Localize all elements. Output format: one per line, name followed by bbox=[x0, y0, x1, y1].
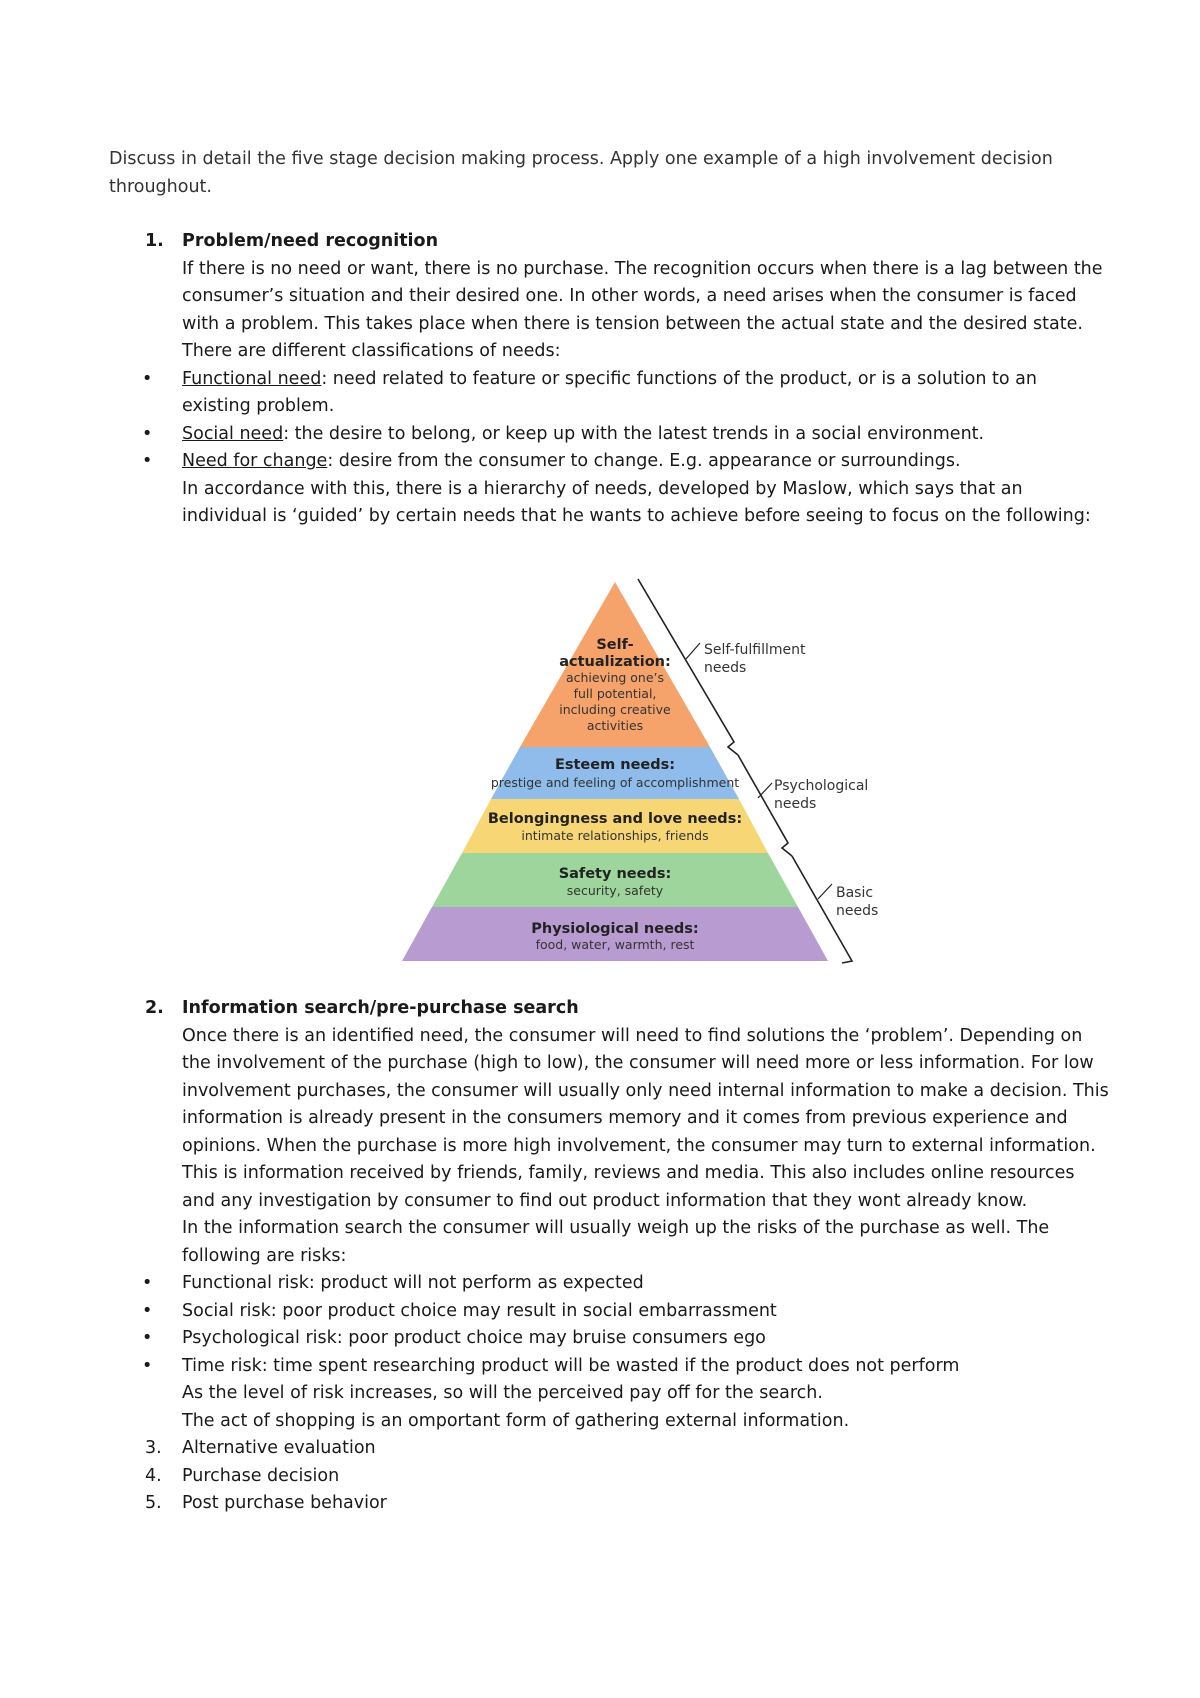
bullet-icon: • bbox=[142, 368, 153, 389]
tier-description: prestige and feeling of accomplishment bbox=[490, 775, 740, 790]
pyramid-tier-esteem bbox=[491, 747, 739, 799]
tier-title: actualization: bbox=[559, 654, 671, 670]
risk-text: Time risk: time spent researching product will be wasted if the product does not perform bbox=[182, 1355, 960, 1376]
section-number: 4. bbox=[145, 1465, 162, 1486]
tick-line bbox=[758, 783, 772, 798]
section-problem-recognition bbox=[109, 228, 1109, 531]
tier-description: food, water, warmth, rest bbox=[535, 937, 695, 952]
need-description: : desire from the consumer to change. E.g. appearance or surroundings. bbox=[327, 451, 961, 471]
group-label: needs bbox=[704, 660, 747, 676]
remaining-stage bbox=[109, 1490, 1109, 1518]
group-label: Psychological bbox=[774, 778, 869, 794]
risk-text: Psychological risk: poor product choice may bruise consumers ego bbox=[182, 1328, 766, 1348]
list-item bbox=[109, 1298, 1109, 1326]
bullet-icon: • bbox=[142, 1273, 153, 1293]
list-item bbox=[109, 448, 1109, 476]
tier-description: activities bbox=[586, 718, 644, 733]
maslow-pyramid-svg bbox=[370, 577, 930, 973]
section-title: Information search/pre-purchase search bbox=[182, 998, 579, 1018]
tier-title: Self- bbox=[596, 637, 634, 653]
list-item bbox=[109, 366, 1109, 421]
bullet-icon: • bbox=[142, 423, 153, 444]
list-item bbox=[109, 1270, 1109, 1298]
section-information-search bbox=[109, 995, 1109, 1518]
section-number: 5. bbox=[145, 1493, 162, 1513]
need-description: : the desire to belong, or keep up with the latest trends in a social environment. bbox=[283, 423, 985, 444]
tier-description: including creative bbox=[559, 702, 671, 717]
bullet-icon: • bbox=[142, 1328, 153, 1348]
bullet-icon: • bbox=[142, 1355, 153, 1376]
stage-label: Alternative evaluation bbox=[182, 1438, 376, 1458]
section-paragraph: If there is no need or want, there is no purchase. The recognition occurs when there is a lag between the consumer’s situation and their desired one. In other words, a need arises when the consumer is faced with a problem. This takes place when there is tension between the actual state and the desired state. bbox=[182, 258, 1103, 334]
maslow-pyramid-figure bbox=[370, 577, 930, 973]
assignment-prompt: Discuss in detail the five stage decision making process. Apply one example of a high involvement decision throughout. bbox=[109, 149, 1053, 197]
section-2-heading-row bbox=[109, 995, 1109, 1023]
list-item bbox=[109, 421, 1109, 449]
tick-line bbox=[686, 643, 700, 659]
tier-description: achieving one’s bbox=[565, 670, 665, 685]
risks-list bbox=[109, 1270, 1109, 1380]
group-label: Basic bbox=[836, 885, 874, 901]
tier-title: Belongingness and love needs: bbox=[487, 811, 743, 827]
section-paragraph: There are different classifications of needs: bbox=[182, 341, 561, 361]
section-1-heading-row bbox=[109, 228, 1109, 256]
tier-description: security, safety bbox=[566, 883, 664, 898]
group-label: needs bbox=[836, 903, 879, 919]
tier-title: Physiological needs: bbox=[531, 921, 699, 937]
need-term: Need for change bbox=[182, 451, 328, 471]
section-paragraph: As the level of risk increases, so will the perceived pay off for the search. bbox=[182, 1383, 823, 1403]
section-number: 2. bbox=[145, 998, 164, 1018]
tier-description: intimate relationships, friends bbox=[521, 828, 709, 843]
group-label: Self-fulfillment bbox=[704, 642, 806, 658]
tick-line bbox=[818, 884, 832, 899]
tier-title: Safety needs: bbox=[558, 866, 672, 882]
section-paragraph: In accordance with this, there is a hierarchy of needs, developed by Maslow, which says that an individual is ‘guided’ by certain needs that he wants to achieve before seeing to focus on the following: bbox=[182, 478, 1091, 526]
section-number: 3. bbox=[145, 1438, 162, 1458]
section-paragraph: The act of shopping is an omportant form of gathering external information. bbox=[182, 1410, 850, 1431]
bullet-icon: • bbox=[142, 1300, 153, 1321]
section-paragraph: Once there is an identified need, the consumer will need to find solutions the ‘problem’. Depending on the involvement of the purchase (high to low), the consumer will need more or less information. For low involvement purchases, the consumer will usually only need internal information to make a decision. This information is already present in the consumers memory and it comes from previous experience and opinions. When the purchase is more high involvement, the consumer may turn to external information. This is information received by friends, family, reviews and media. This also includes online resources and any investigation by consumer to find out product information that they wont already know. bbox=[182, 1025, 1109, 1211]
needs-list bbox=[109, 366, 1109, 476]
bullet-icon: • bbox=[142, 451, 153, 471]
remaining-stage bbox=[109, 1435, 1109, 1463]
section-number: 1. bbox=[145, 231, 164, 251]
stage-label: Post purchase behavior bbox=[182, 1493, 387, 1513]
group-label: needs bbox=[774, 796, 817, 812]
stage-label: Purchase decision bbox=[182, 1465, 340, 1486]
risk-text: Functional risk: product will not perform as expected bbox=[182, 1273, 644, 1293]
risk-text: Social risk: poor product choice may result in social embarrassment bbox=[182, 1300, 777, 1321]
tier-description: full potential, bbox=[573, 686, 657, 701]
tier-title: Esteem needs: bbox=[554, 757, 676, 773]
need-description: : need related to feature or specific functions of the product, or is a solution to an existing problem. bbox=[182, 368, 1037, 416]
need-term: Functional need bbox=[182, 368, 322, 389]
remaining-stage bbox=[109, 1463, 1109, 1491]
list-item bbox=[109, 1353, 1109, 1381]
section-title: Problem/need recognition bbox=[182, 231, 439, 251]
need-term: Social need bbox=[182, 423, 284, 444]
list-item bbox=[109, 1325, 1109, 1353]
section-paragraph: In the information search the consumer will usually weigh up the risks of the purchase as well. The following are risks: bbox=[182, 1218, 1050, 1266]
